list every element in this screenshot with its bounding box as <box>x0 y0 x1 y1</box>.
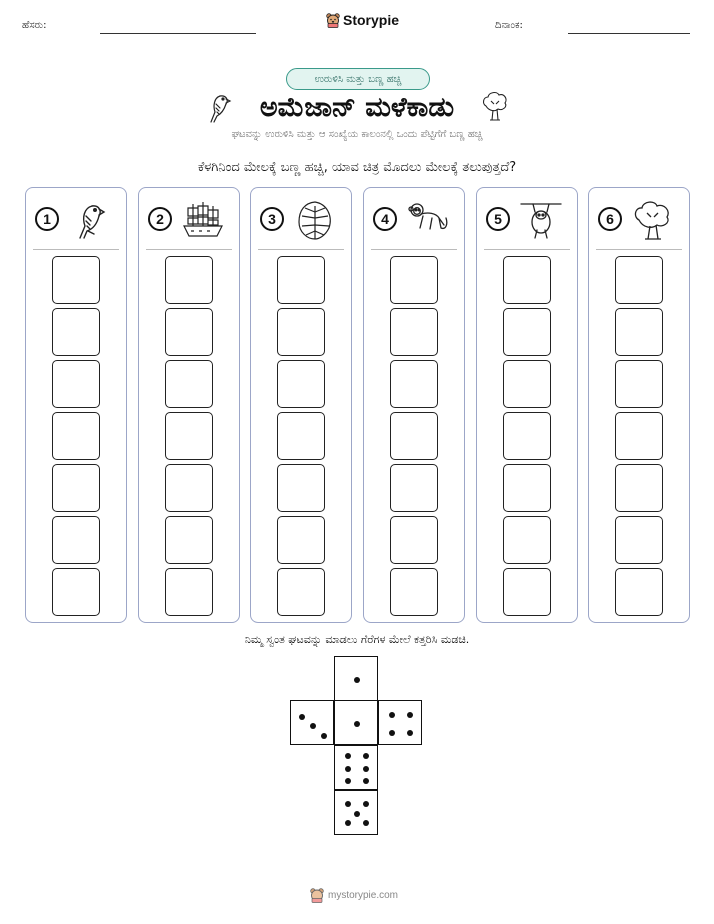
column-3 <box>250 187 352 623</box>
die-pip <box>363 778 369 784</box>
color-box[interactable] <box>390 464 438 512</box>
die-face-3 <box>290 700 334 745</box>
leaf-icon <box>293 198 337 242</box>
die-face-4 <box>378 700 422 745</box>
color-box[interactable] <box>52 308 100 356</box>
bear-icon <box>326 13 340 28</box>
column-number: 5 <box>486 207 510 231</box>
color-box[interactable] <box>615 256 663 304</box>
sloth-icon <box>519 198 563 242</box>
color-box[interactable] <box>390 256 438 304</box>
color-box[interactable] <box>503 412 551 460</box>
die-pip <box>345 801 351 807</box>
die-face-5 <box>334 790 378 835</box>
tree-icon <box>480 90 510 122</box>
die-pip <box>407 730 413 736</box>
color-box[interactable] <box>615 412 663 460</box>
column-divider <box>371 249 457 250</box>
die-pip <box>345 820 351 826</box>
color-box[interactable] <box>52 256 100 304</box>
color-box[interactable] <box>277 568 325 616</box>
die-pip <box>345 766 351 772</box>
question-text: ಕೆಳಗಿನಿಂದ ಮೇಲಕ್ಕೆ ಬಣ್ಣ ಹಚ್ಚಿ, ಯಾವ ಚಿತ್ರ ಮೊದಲು ಮೇಲಕ್ಕೆ ತಲುಪುತ್ತದೆ? <box>197 160 517 175</box>
color-box[interactable] <box>503 464 551 512</box>
color-box[interactable] <box>52 516 100 564</box>
brand-logo <box>326 12 399 28</box>
column-divider <box>146 249 232 250</box>
die-face-6 <box>334 745 378 790</box>
ship-icon <box>181 198 225 242</box>
die-pip <box>407 712 413 718</box>
color-box[interactable] <box>503 256 551 304</box>
tree-icon <box>631 198 675 242</box>
footer-url: mystorypie.com <box>328 890 399 901</box>
column-number: 4 <box>373 207 397 231</box>
die-pip <box>363 753 369 759</box>
color-box[interactable] <box>615 308 663 356</box>
column-number: 6 <box>598 207 622 231</box>
color-box[interactable] <box>503 308 551 356</box>
name-label: ಹೆಸರು: <box>22 20 47 31</box>
color-box[interactable] <box>52 360 100 408</box>
color-box[interactable] <box>503 516 551 564</box>
die-pip <box>354 677 360 683</box>
die-pip <box>354 811 360 817</box>
color-box[interactable] <box>277 516 325 564</box>
color-box[interactable] <box>615 464 663 512</box>
color-box[interactable] <box>277 464 325 512</box>
color-box[interactable] <box>165 256 213 304</box>
column-number: 1 <box>35 207 59 231</box>
color-box[interactable] <box>503 360 551 408</box>
color-box[interactable] <box>165 412 213 460</box>
name-line <box>100 33 256 34</box>
color-box[interactable] <box>52 412 100 460</box>
color-box[interactable] <box>52 568 100 616</box>
column-divider <box>33 249 119 250</box>
column-6 <box>588 187 690 623</box>
parrot-icon <box>68 198 112 242</box>
color-box[interactable] <box>615 360 663 408</box>
die-face-1 <box>334 700 378 745</box>
color-box[interactable] <box>615 568 663 616</box>
column-number: 3 <box>260 207 284 231</box>
color-box[interactable] <box>277 308 325 356</box>
color-box[interactable] <box>390 516 438 564</box>
activity-tag: ಉರುಳಿಸಿ ಮತ್ತು ಬಣ್ಣ ಹಚ್ಚಿ <box>286 68 430 90</box>
color-box[interactable] <box>390 568 438 616</box>
footer <box>310 888 398 903</box>
color-box[interactable] <box>390 308 438 356</box>
die-face-1 <box>334 656 378 701</box>
color-box[interactable] <box>503 568 551 616</box>
die-pip <box>321 733 327 739</box>
die-pip <box>363 801 369 807</box>
page-title: ಅಮೆಜಾನ್ ಮಳೆಕಾಡು <box>259 92 455 123</box>
die-pip <box>363 766 369 772</box>
date-label: ದಿನಾಂಕ: <box>495 20 523 31</box>
footer-bear-icon <box>310 888 324 903</box>
date-line <box>568 33 690 34</box>
column-divider <box>258 249 344 250</box>
column-1 <box>25 187 127 623</box>
column-2 <box>138 187 240 623</box>
die-pip <box>345 778 351 784</box>
color-box[interactable] <box>52 464 100 512</box>
die-pip <box>310 723 316 729</box>
die-pip <box>354 721 360 727</box>
monkey-icon <box>406 198 450 242</box>
subtitle: ಘಟವನ್ನು ಉರುಳಿಸಿ ಮತ್ತು ಆ ಸಂಖ್ಯೆಯ ಕಾಲಂನಲ್ಲಿ ಒಂದು ಪೆಟ್ಟಿಗೆಗೆ ಬಣ್ಣ ಹಚ್ಚಿ <box>231 129 483 140</box>
die-pip <box>345 753 351 759</box>
color-box[interactable] <box>165 516 213 564</box>
color-box[interactable] <box>277 360 325 408</box>
column-divider <box>484 249 570 250</box>
die-pip <box>299 714 305 720</box>
column-number: 2 <box>148 207 172 231</box>
die-pip <box>389 730 395 736</box>
color-box[interactable] <box>615 516 663 564</box>
color-box[interactable] <box>165 568 213 616</box>
die-instruction: ನಿಮ್ಮ ಸ್ವಂತ ಘಟವನ್ನು ಮಾಡಲು ಗೆರೆಗಳ ಮೇಲೆ ಕತ್ತರಿಸಿ ಮಡಚಿ. <box>244 633 470 646</box>
column-4 <box>363 187 465 623</box>
color-box[interactable] <box>390 412 438 460</box>
brand-name: Storypie <box>343 12 400 28</box>
column-divider <box>596 249 682 250</box>
die-pip <box>363 820 369 826</box>
color-box[interactable] <box>277 412 325 460</box>
color-box[interactable] <box>165 360 213 408</box>
color-box[interactable] <box>390 360 438 408</box>
column-5 <box>476 187 578 623</box>
die-pip <box>389 712 395 718</box>
color-box[interactable] <box>277 256 325 304</box>
color-box[interactable] <box>165 464 213 512</box>
color-box[interactable] <box>165 308 213 356</box>
